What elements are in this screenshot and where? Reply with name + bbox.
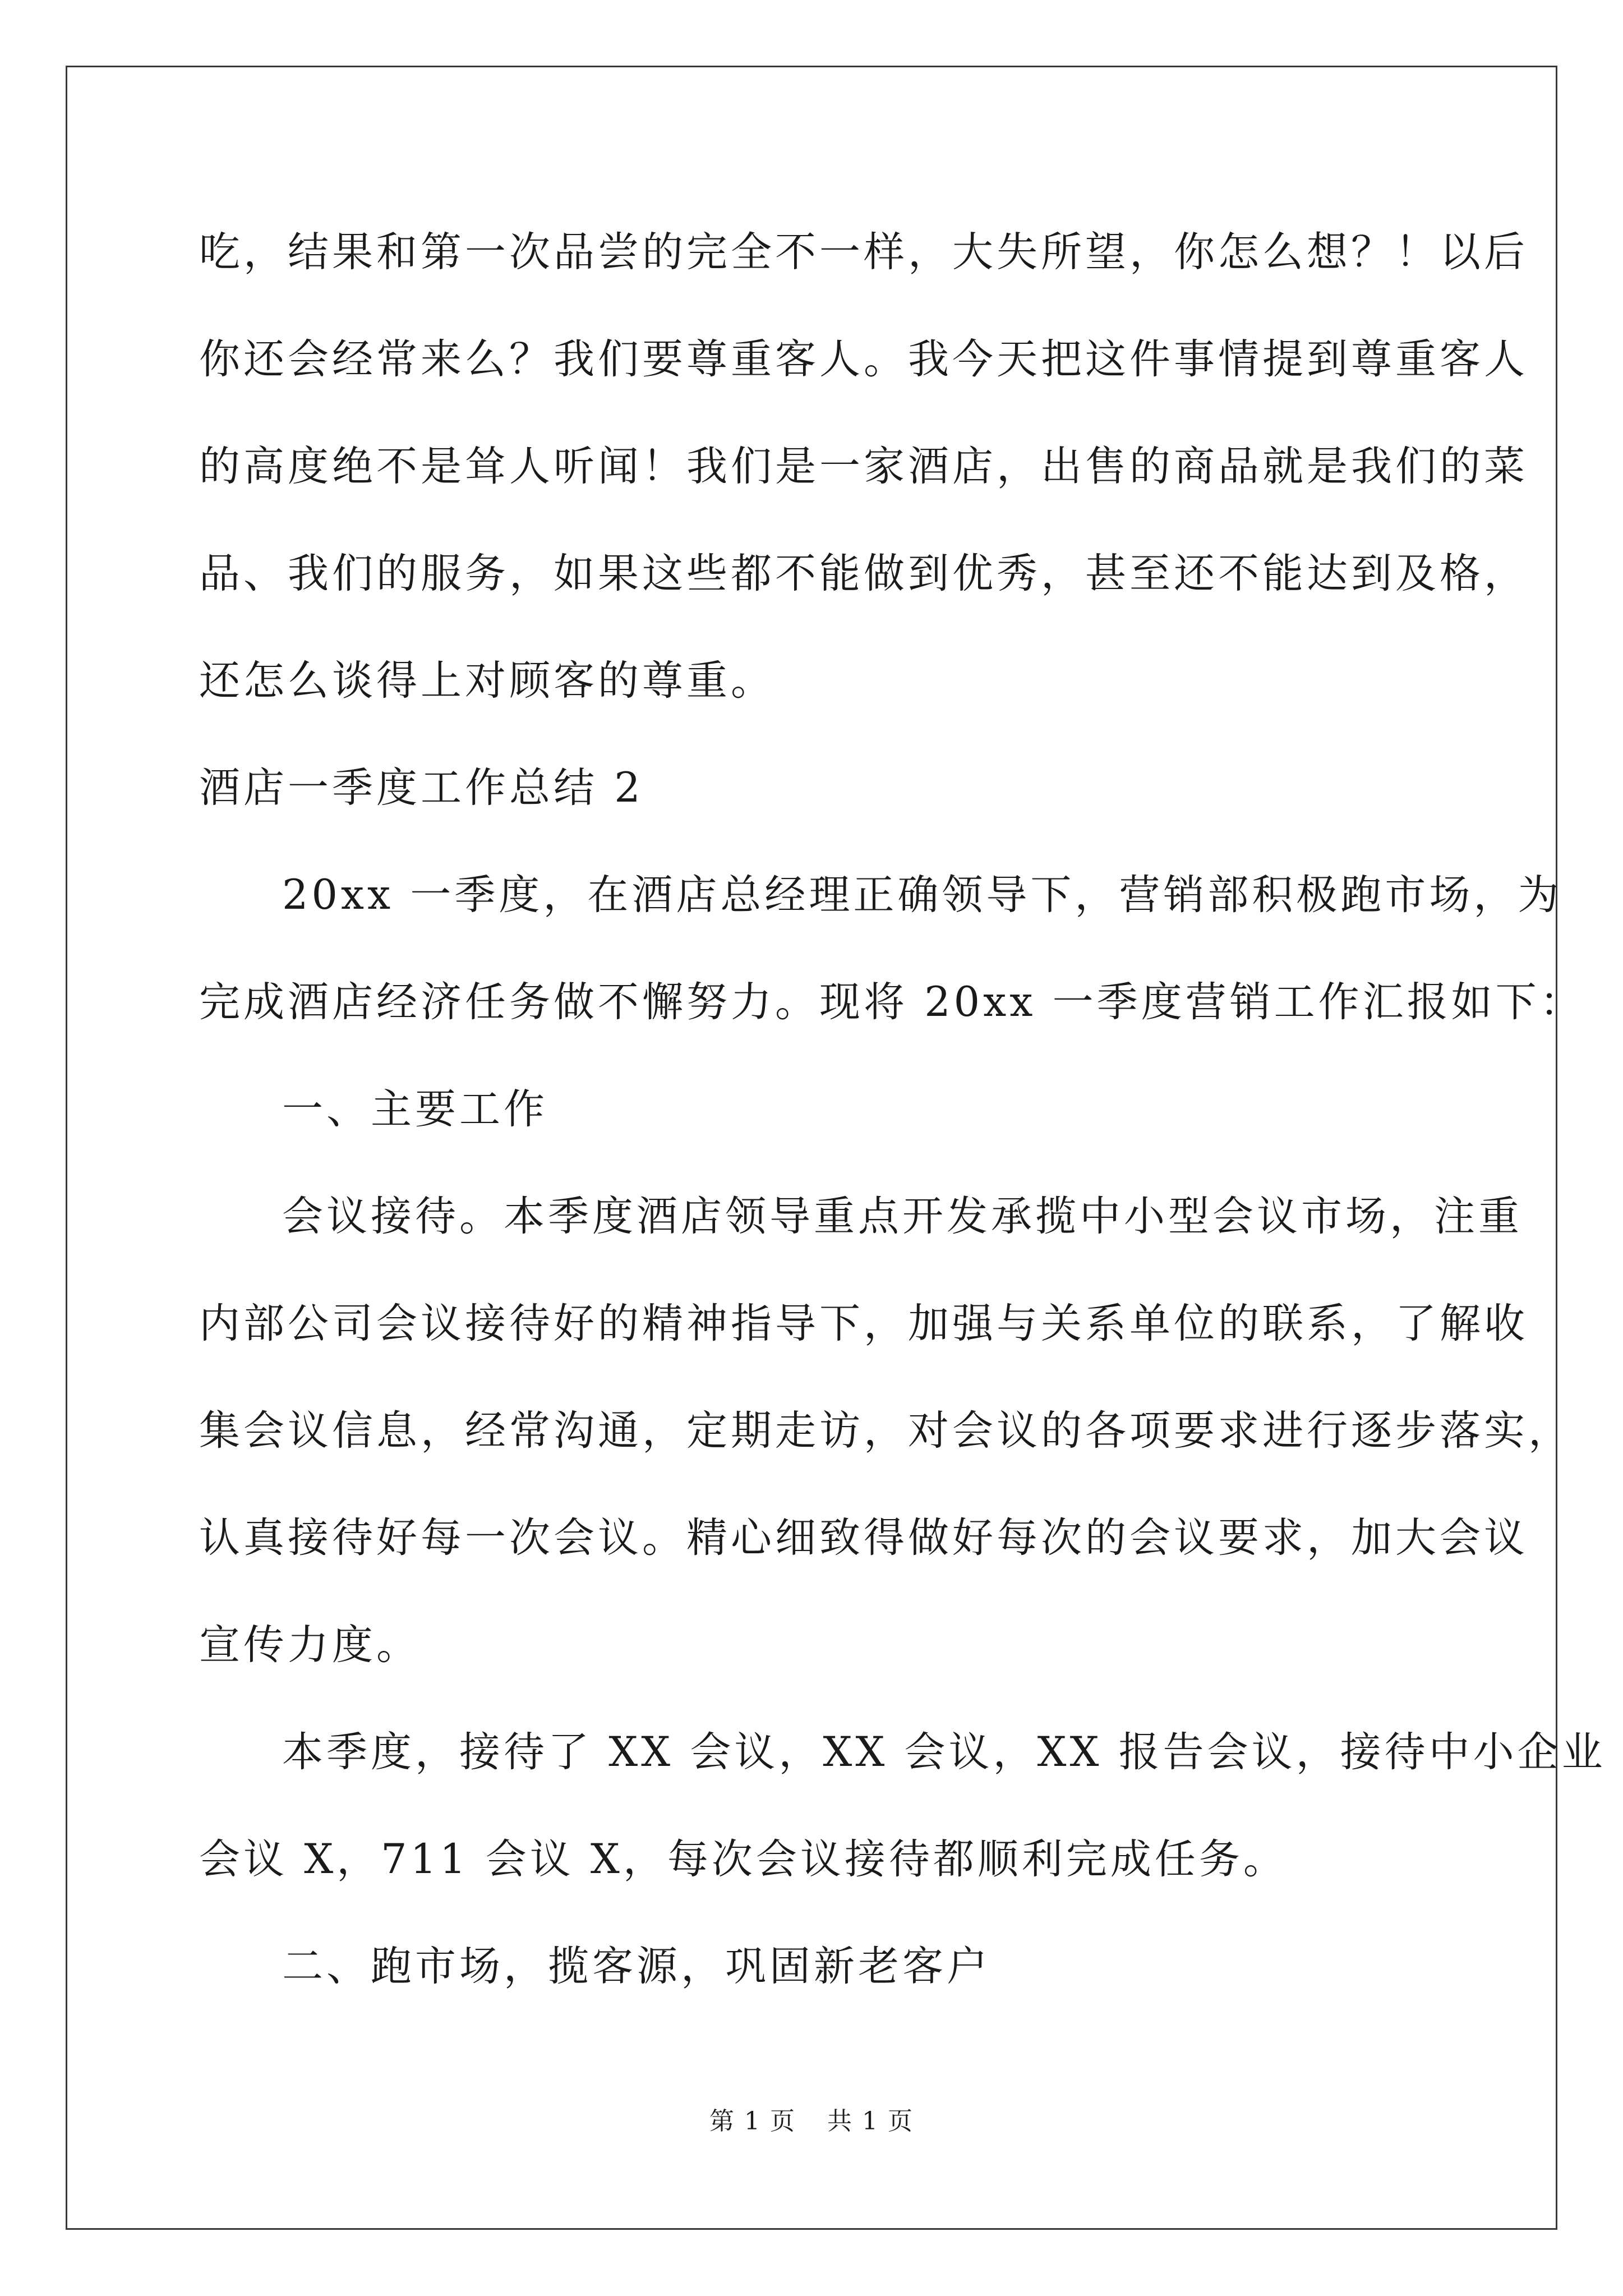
paragraph-line: 本季度，接待了 XX 会议，XX 会议，XX 报告会议，接待中小企业 bbox=[282, 1728, 1606, 1776]
paragraph-line: 还怎么谈得上对顾客的尊重。 bbox=[199, 657, 775, 705]
document-body bbox=[199, 213, 1606, 2035]
paragraph-line: 内部公司会议接待好的精神指导下，加强与关系单位的联系，了解收 bbox=[199, 1300, 1528, 1347]
paragraph-line: 集会议信息，经常沟通，定期走访，对会议的各项要求进行逐步落实， bbox=[199, 1407, 1573, 1455]
paragraph-line: 会议接待。本季度酒店领导重点开发承揽中小型会议市场，注重 bbox=[282, 1193, 1523, 1240]
page-footer bbox=[0, 2105, 1623, 2138]
section-heading: 二、跑市场，揽客源，巩固新老客户 bbox=[282, 1943, 991, 1990]
page-total: 共 1 页 bbox=[827, 2107, 914, 2136]
paragraph-line: 宣传力度。 bbox=[199, 1621, 421, 1669]
page-number: 第 1 页 bbox=[709, 2107, 796, 2136]
paragraph-line: 吃，结果和第一次品尝的完全不一样，大失所望，你怎么想？！以后 bbox=[199, 228, 1528, 276]
paragraph-line: 完成酒店经济任务做不懈努力。现将 20xx 一季度营销工作汇报如下： bbox=[199, 978, 1584, 1026]
paragraph-line: 你还会经常来么？我们要尊重客人。我今天把这件事情提到尊重客人 bbox=[199, 335, 1528, 383]
paragraph-line: 品、我们的服务，如果这些都不能做到优秀，甚至还不能达到及格， bbox=[199, 550, 1528, 597]
paragraph-line: 认真接待好每一次会议。精心细致得做好每次的会议要求，加大会议 bbox=[199, 1514, 1528, 1562]
paragraph-line: 的高度绝不是耸人听闻！我们是一家酒店，出售的商品就是我们的菜 bbox=[199, 443, 1528, 490]
paragraph-line: 20xx 一季度，在酒店总经理正确领导下，营销部积极跑市场，为 bbox=[282, 871, 1562, 919]
section-heading: 一、主要工作 bbox=[282, 1085, 548, 1133]
section-title: 酒店一季度工作总结 2 bbox=[199, 764, 644, 812]
paragraph-line: 会议 X，711 会议 X，每次会议接待都顺利完成任务。 bbox=[199, 1835, 1288, 1883]
